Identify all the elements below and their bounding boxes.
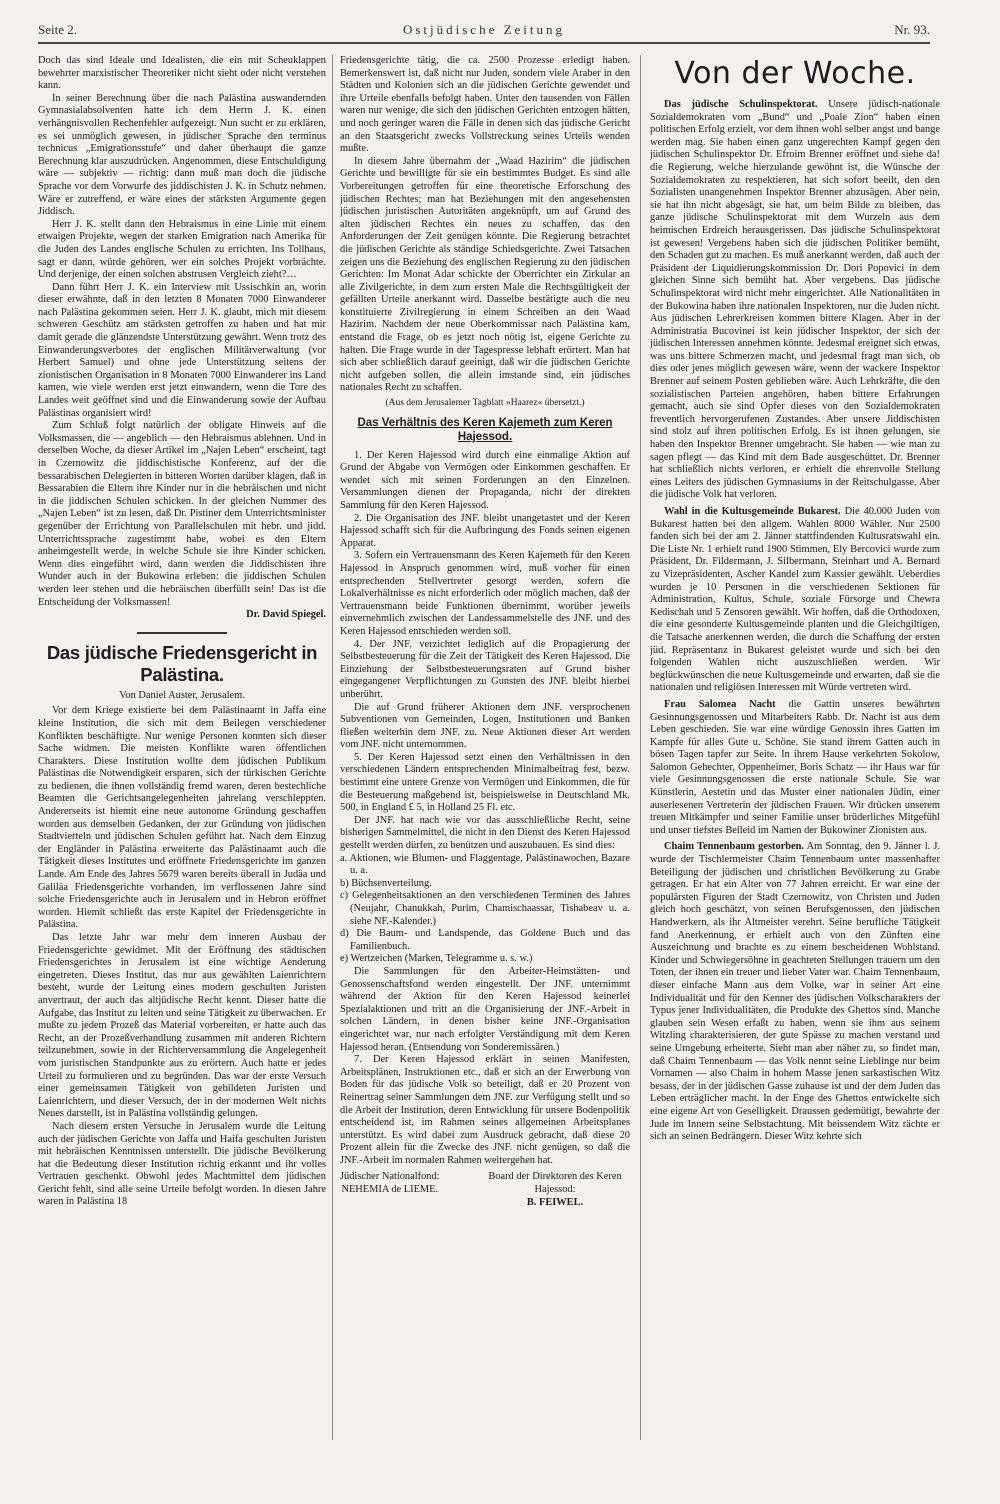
column-3 (650, 55, 940, 1450)
column-divider (640, 55, 641, 1440)
list-item: 7. Der Keren Hajessod erklärt in seinen Manifesten, Arbeitsplänen, Instruktionen etc., daß er sich an der Erwerbung von Boden für das jüdische Volk so beteiligt, daß er 20 Prozent von Reinertrag seiner Sammlungen dem JNF. zur Verfügung stellt und so die Arbeit der Institution, deren Entwicklung für unsere Bodenpolitik entscheidend ist, im Rahmen seines allgemeinen Arbeitsplanes unterstützt. Es wird dabei zum Ausdruck gebracht, daß diese 20 Prozent allein für die Zwecke des JNF. nicht genügen, so daß die JNF.-Arbeit im normalen Rahmen weitergehen hat. (340, 1054, 630, 1166)
paragraph: Dann führt Herr J. K. ein Interview mit Ussischkin an, worin dieser erwähnte, daß in den letzten 8 Monaten 7000 Einwanderer nach Palästina gekommen seien. Herr J. K. glaubt, mich mit diesem schweren Geschütz am stärksten getroffen zu haben und hat mir damit gerade die glänzendste Unterstützung gewährt. Wenn trotz des Einwanderungsverbotes der englischen Militärverwaltung (vor Herbert Samuel) und ohne jede Unterstützung seitens der zionistischen Organisation in 8 Monaten 7000 Einwanderer ins Land kamen, wie viele werden erst jetzt einwandern, wenn die Tore des Landes weit geöffnet sind und die Einwanderung sowie der Aufbau Palästinas organisiert wird! (38, 281, 326, 419)
paragraph: Zum Schluß folgt natürlich der obligate Hinweis auf die Volksmassen, die — angeblich — den Hebraismus ablehnen. Und in derselben Woche, da dieser Artikel im „Najen Leben“ erscheint, tagt in Czernowitz die jiddischistische Konferenz, auf der die bessarabischen Delegierten in bitteren Worten darüber klagen, daß in Bessarabien die Eltern ihre Kinder nur in die hebräischen und nicht in die jiddischen Schulen schicken. In der gleichen Nummer des „Najen Leben“ ist zu lesen, daß Dr. Pistiner dem Unterrichtsminister gegenüber der Errichtung von Parallelschulen mit hebr. und jidd. Unterrichtssprache zugestimmt habe, wobei es den Eltern anheimgestellt werde, in welche Schule sie ihre Kinder schicken. Wenn dies eingeführt wird, dann werden die Jiddischisten ihre Wunder auch in der Bukowina erleben: die jiddischen Schulen werden leer stehen und die hebräischen überfüllt sein! Das ist die Entscheidung der Volksmassen! (38, 420, 326, 608)
list-item: 3. Sofern ein Vertrauensmann des Keren Kajemeth für den Keren Hajessod in Anspruch genommen wird, muß vorher für einen entsprechenden Stellvertreter gesorgt werden, sofern die Lokalverhältnisse es nicht erforderlich oder möglich machen, daß der Vertrauensmann beide Funktionen übernimmt, worüber jeweils einvernehmlich zwischen der Landessammelstelle des JNF. und des Keren Hajessod entschieden werden soll. (340, 550, 630, 637)
paragraph: Doch das sind Ideale und Idealisten, die ein mit Scheuklappen bewehrter marxistischer Theoretiker nicht sieht oder nicht verstehen kann. (38, 55, 326, 92)
paragraph: In diesem Jahre übernahm der „Waad Hazirim“ die jüdischen Gerichte und bewilligte für sie ein bestimmtes Budget. Es sind alle Vorbereitungen getroffen für eine theoretische Erforschung des jüdischen Rechtes; man hat Beziehungen mit den angesehensten jüdischen juristischen Autoritäten angeknüpft, um auf Grund des alten jüdischen Rechtes ein neues zu schaffen, das den Anforderungen der Zeit genügen könnte. Die Regierung betrachtet die jüdischen Gerichte als ständige Schiedsgerichte. Zwei Tatsachen zeigen uns die Beziehung des englischen Regierung zu den jüdischen Gerichten: Im Monat Adar schickte der Oberrichter ein Zirkular an alle Zivilgerichte, in dem zum ersten Male die Rechtsgültigkeit der gefällten Urteile anerkannt wird. Dasselbe bestätigte auch die neu konstituierte Zivilregierung in einem Schreiben an den Waad Hazirim. Nachdem der neue Oberkommissar nach Palästina kam, entstand die Frage, ob es jetzt noch nötig ist, eigene Gerichte zu halten. Die Frage wurde in der Tagespresse lebhaft erörtert. Man hat sich aber schließlich darauf geeinigt, daß wir die jüdischen Gerichte nicht aufgeben sollen, die allein imstande sind, ein jüdisches nationales Recht zu schaffen. (340, 155, 630, 394)
paragraph: Herr J. K. stellt dann den Hebraismus in eine Linie mit einem etwaigen Projekte, wegen der starken Emigration nach Amerika für die Juden des Landes englische Schulen zu errichten. Ins Tollhaus, sagt er dann, würde gehören, wer ein solches Projekt vorbrächte. Und derjenige, der einen solchen abstrusen Vergleich zieht?… (38, 218, 326, 281)
item-heading: Chaim Tennenbaum gestorben. (664, 841, 805, 853)
section-title: Von der Woche. (674, 56, 916, 91)
paragraph: Die 40.000 Juden von Bukarest hatten bei den allgem. Wahlen 8000 Wähler. Nur 2500 fanden sich bei der am 2. Jänner stattfindenden Kultusratswahl ein. Die Liste Nr. 1 erhielt rund 1900 Stimmen, Ely Bercovici wurde zum Präsident, Dr. Fildermann, J. Silbermann, Steinhart und A. Bernard zu Vizepräsidenten, Ascher Kandel zum Kassier gewählt. Ueberdies wurden je 10 Personen in die verschiedenen Sektionen für Administration, Kultus, Schule, soziale Fürsorge und Chewra Kedischah und 5 Zensoren gewählt. Wir hoffen, daß die Orthodoxen, die eine gesonderte Kultusgemeinde planten und die Gleichgiltigen, die Tatsache anerkennen werden, die durch die Schaffung der ersten jüd. Repräsentanz in Bukarest geleistet wurde und sich bei den folgenden Wahlen nicht auszuschließen werden. Wir beglückwünschen die neue Kultusgemeinde und erwarten, daß sie die nationalen und religiösen Interessen mit Würde vertreten wird. (650, 506, 940, 694)
paragraph: Unsere jüdisch-nationale Sozialdemokraten vom „Bund“ und „Poale Zion“ haben einen politischen Erfolg erzielt, vor dem ihnen wohl selber angst und bange werden mag. Sie haben einen ganz ungerechten Kampf gegen den jüdischen Schulinspektor Dr. Efroim Brenner eröffnet und siehe da! die Regierung, welche hierzulande gewöhnt ist, die Wünsche der Sozialdemokraten zu respektieren, hat sich sofort beeilt, den den Sozialisten unangenehmen Inspektor Brenner abzusägen. Aber nein, sie hat ihn nicht abgesägt, sie hat, um beim Bilde zu bleiben, das ganze jüdische Schulinspektorat mit dem Wurzeln aus dem heimischen Erdreich herausgerissen. Das jüdische Schulinspektorat ist gewesen! Vergebens haben sich die jüdischen Politiker bemüht, den Schaden gut zu machen. Es muß anerkannt werden, daß auch der Präsident der Liquidierungskommission Dr. Dori Popovici in dem gleichen Sinne sich bemüht hat. Aber vergebens. Das jüdische Schulinspektorat wird nicht mehr eingerichtet. Alle Nationalitäten in der Bukowina haben ihre nationalen Inspektoren, nur die Juden nicht. Aus jüdischen Lehrerkreisen kommen bittere Klagen. Aber in der Administratia Bucovinei ist kein jüdischer Inspektor, der sich der jüdischen Interessen annehmen könnte. Jedesmal ereignet sich etwas, was uns bittere Schmerzen macht, und jedesmal fragt man sich, ob dies oder jenes möglich gewesen wäre, wenn der wackere Inspektor Brenner auf seinem Posten geblieben wäre. Auch Lehrkräfte, die den sozialistischen Parteien angehören, haben bittere Erfahrungen gemacht, auch sie sind Opfer dieses von den Sozialdemokraten freventlich hervorgerufenen Zustandes. Aber unsere Jiddischisten sind stolz auf ihren politischen Erfolg. Es ist ihnen gelungen, sie haben den Inspektor Brenner umgebracht. Sie haben — wie man zu sagen pflegt — das Kind mit dem Bade ausgeschüttet. Dr. Brenner hat schließlich nichts verloren, er erhielt die ehrenvolle Stellung eines Leiters des jüdischen Gymnasiums in der Reitschulgasse. Aber die jüdische Volk hat verloren. (650, 99, 940, 501)
signatures (340, 1171, 630, 1209)
item-heading: Das jüdische Schulinspektorat. (664, 99, 818, 110)
sub-list-item: a. Aktionen, wie Blumen- und Flaggentage, Palästinawochen, Bazare u. a. (340, 852, 630, 877)
paragraph: Die auf Grund früherer Aktionen dem JNF. versprochenen Subventionen von Gemeinden, Logen, Institutionen und Banken fließen weiterhin dem JNF. zu. Neue Aktionen dieser Art werden vom JNF. nicht unternommen. (340, 701, 630, 751)
signature-title: Board der Direktoren des Keren Hajessod: (488, 1171, 622, 1196)
signature-name: NEHEMIA de LIEME. (341, 1184, 439, 1196)
sub-list-item: c) Gelegenheitsaktionen an den verschiedenen Terminen des Jahres (Neujahr, Chanukkah, Purim, Chamischaassar, Tishabeav u. a. siehe NF.-Kalender.) (340, 890, 630, 927)
paragraph: Das letzte Jahr war mehr dem inneren Ausbau der Friedensgerichte gewidmet. Mit der Eröffnung des städtischen Friedensgerichtes in Jerusalem ist eine wichtige Aenderung eingetreten. Dieses Institut, das nur aus gewählten Laienrichtern besteht, wurde der Leitung eines modern geschulten Juristen anvertraut, der auch das altjüdische Recht kennt. Dieser hatte die Aufgabe, das Institut zu leiten und seine Tätigkeit zu überwachen. Er mußte zu jedem Prozeß das Material vorbereiten, er hatte auch das Recht, an der Prozeßverhandlung zusammen mit anderen Richtern teilzunehmen, sowie in der Richterversammlung die Angelegenheit vom juristischen Standpunkte aus zu erörtern. Auch hatte er jedes Urteil zu formulieren und zu begründen. Das war der erste Versuch einer gemeinsamen Tätigkeit von gebildeten Juristen und Laienrichtern, und dieser Versuch, der in der modernen Welt nichts Neues darstellt, ist in Palästina vollständig gelungen. (38, 932, 326, 1120)
issue-number: Nr. 93. (894, 22, 930, 37)
article-headline: Das Verhältnis des Keren Kajemeth zum Keren Hajessod. (357, 416, 613, 443)
column-2 (340, 55, 630, 1450)
sub-list-item: d) Die Baum- und Landspende, das Goldene Buch und das Familienbuch. (340, 928, 630, 952)
paragraph: In seiner Berechnung über die nach Palästina auswandernden Gymnasialabsolventen hatte ich dem Herrn J. K. einen verhängnisvollen Rechenfehler aufgezeigt. Nun sucht er zu erklären, es sei unmöglich gewesen, in jüdischer Sprache den terminus technicus „Emigrationsstufe“ und daher überhaupt die ganze Berechnung klar auszudrücken. Angenommen, diese Entschuldigung wäre — subjektiv — richtig: dann muß man doch die jüdische Sprache vor dem Vorwurfe des jiddischisten J. K. in Schutz nehmen. Wäre er zutreffend, er wäre eines der stärksten Argumente gegen Jiddisch. (38, 92, 326, 218)
sub-list-item: e) Wertzeichen (Marken, Telegramme u. s. w.) (340, 953, 533, 965)
paragraph: Vor dem Kriege existierte bei dem Palästinaamt in Jaffa eine kleine Institution, die sich mit dem Beilegen verschiedener Konflikten beschäftigte. Nur wenige Personen konnten sich dieser Sache widmen. Die meisten Konflikte waren öffentlichen Charakters. Diese Institution wollte dem jüdischen Publikum Palästinas die Notwendigkeit ersparen, sich der türkischen Gerichte zu bedienen, die ihnen vollständig fremd waren, deren bestechliche Beamten die Gerichtsangelegenheiten jahrelang verschleppten. Andererseits ist hiemit eine neue autonome Gründung geschaffen worden aus demselben Gedanken, der zur Gründung von jüdischen Stadtvierteln und jüdischen Schulen geführt hat. Nach dem Einzug der Engländer in Palästina erweiterte das Palästinaamt auch die Tätigkeit dieses Institutes und eröffnete Friedensgerichte im ganzen Lande. Am Ende des Jahres 5679 waren bereits überall in Judäa und Galiläa Friedensgerichte vorhanden, im verflossenen Jahre sind solche Friedensgerichte auch in Jerusalem und in Hebron eröffnet worden. Hiemit schließt das erste Kapitel der Friedensgerichte in Palästina. (38, 705, 326, 931)
newspaper-title: Ostjüdische Zeitung (402, 22, 566, 37)
list-item: 5. Der Keren Hajessod setzt einen den Verhältnissen in den verschiedenen Ländern entsprechenden Minimalbeitrag fest, bezw. bestimmt eine untere Grenze von Vermögen und Einkommen, die für die Besteuerung maßgebend ist, beispielsweise in Deutschland Mk. 500, in England £ 5, in Holland 25 Fl. etc. (340, 751, 630, 814)
item-heading: Frau Salomea Nacht (664, 698, 776, 710)
column-divider (332, 55, 333, 1440)
page-header (38, 22, 930, 40)
item-heading: Wahl in die Kultusgemeinde Bukarest. (664, 506, 841, 517)
list-item: 1. Der Keren Hajessod wird durch eine einmalige Aktion auf Grund der Abgabe von Vermögen oder Einkommen geschaffen. Er wendet sich mit seinen Forderungen an den Einzelnen. Versammlungen dienen der Propaganda, nicht der direkten Sammlung für den Keren Hajessod. (340, 449, 630, 511)
list-item: 4. Der JNF. verzichtet lediglich auf die Propagierung der Selbstbesteuerung für die Zeit der Tätigkeit des Keren Hajessod. Die Einziehung der Selbstbesteuerungsraten auf Grund bisher eingegangener Verpflichtungen zu Gunsten des JNF. bleibt hierbei unberührt. (340, 638, 630, 700)
column-1 (38, 55, 326, 1450)
sub-list-item: b) Büchsenverteilung. (340, 877, 432, 889)
signature-left (340, 1171, 440, 1209)
signature-name: B. FEIWEL. (526, 1196, 584, 1208)
paragraph: Nach diesem ersten Versuche in Jerusalem wurde die Leitung auch der jüdischen Gerichte von Jaffa und Haifa geschulten Juristen mit hebräischen Kenntnissen unterstellt. Die jüdische Bevölkerung hat die Bedeutung dieser Institution richtig erkannt und ihr volles Vertrauen geschenkt. Obwohl jedes Machtmittel dem jüdischen Gericht fehlt, sind alle seine Urteile befolgt worden. In diesen Jahre waren in Palästina 18 (38, 1120, 326, 1208)
paragraph: Der JNF. hat nach wie vor das ausschließliche Recht, seine bisherigen Sammelmittel, die nicht in den Dienst des Keren Hajessod gestellt werden dürfen, zu benützen und auszubauen. Es sind dies: (340, 814, 630, 852)
article-headline: Das jüdische Friedensgericht in Palästina. (46, 641, 318, 685)
header-rule (38, 42, 930, 44)
paragraph: Am Sonntag, den 9. Jänner l. J. wurde der Tischlermeister Chaim Tennenbaum unter massenhafter Beteiligung der jüdischen und christlichen Bevölkerung zu Grabe getragen. Er hat ein Alter von 77 Jahren erreicht. Er war eine der populärsten Figuren der Stadt Czernowitz, von Christen und Juden gleich hoch geschätzt, von seinen Berufsgenossen, den jüdischen Handwerkern, als ihr Altmeister verehrt. Seine berufliche Tätigkeit fand Anerkennung, er erhielt auch von den Zünften eine Auszeichnung und brachte es zu einem bescheidenen Wohlstand. Kinder und Schwiegersöhne in geachteten Stellungen trauern um den Toten, der ihnen ein treuer und lieber Vater war. Chaim Tennenbaum, dieser einfache Mann aus dem Volke, war in seiner Art eine Individualität und für den Kenner des jüdischen Volkscharakters der Typus jener Individualitäten, die Produkte des Ghettos sind. Manche glauben sein Wesen erfaßt zu haben, wenn sie ihm aus seinem Witzling charakterisieren, der gute Spässe zu machen verstand und seine Umgebung erheiterte. Sieht man aber näher zu, so findet man, daß Chaim Tennenbaum — das Volk nennt seine Lieblinge nur beim Vornamen — also Chaim in hohem Masse jenen sarkastischen Witz besass, der in der jüdischen Gasse zuhause ist und der dem Juden das Leben erträglicher macht. In der Enge des Ghettos entwickelte sich eine eigene Art von Geselligkeit. Draussen gedemütigt, bewahrte der Jude im Innern seine Selbstachtung. Mit beissendem Witz rächte er sich an seinen Bedrängern. Dieser Witz kehrte sich (650, 841, 940, 1143)
signature-right (480, 1171, 630, 1209)
page-number: Seite 2. (38, 22, 77, 37)
paragraph: Friedensgerichte tätig, die ca. 2500 Prozesse erledigt haben. Bemerkenswert ist, daß nicht nur Juden, sondern viele Araber in den Städten und Kolonien sich an die jüdischen Gerichte gewendet und ihre Urteile ebenfalls befolgt haben. Unter den tausenden von Fällen waren nur wenige, die sich den jüdischen Gerichten entzogen hätten, und noch geringer waren die Fälle in denen sich das jüdische Gericht an den Staatsgericht zwecks Vollstreckung seines Urteils wenden mußte. (340, 55, 630, 155)
signature-title: Jüdischer Nationalfond: (340, 1171, 440, 1183)
article-byline: Von Daniel Auster, Jerusalem. (119, 689, 245, 701)
paragraph: Die Sammlungen für den Arbeiter-Heimstätten- und Genossenschaftsfond werden eingestellt. Der JNF. unternimmt während der Aktion für den Keren Hajessod keinerlei Spezialaktionen und tritt an die Organisierung der JNF.-Arbeit in solchen Ländern, in denen bisher keine JNF.-Organisation eingerichtet war, nur nach erfolgter Verständigung mit dem Keren Hajessod heran. (Entsendung von Sonderemissären.) (340, 965, 630, 1053)
author-signature: Dr. David Spiegel. (246, 609, 326, 621)
article-divider (137, 632, 227, 634)
paragraph: die Gattin unseres bewährten Gesinnungsgenossen und Mitarbeiters Rabb. Dr. Nacht ist aus dem Leben geschieden. Sie war eine würdige Genossin ihres Gatten im Kampfe für alles Gute u. Schöne. Sie stand ihrem Gatten auch in bösen Tagen tapfer zur Seite. In ihrem Hause verkehrten Sokolow, Salomon Gehechter, Oppenheimer, Boris Schatz — ihr Haus war für viele Gesinnungsgenossen die erste nationale Schule. Sie war Künstlerin, Aestetin und das Muster einer nationalen Jüdin, einer auserlesenen Vertreterin der jüdischen Frauen. Wir drücken unserem treuen Mitkämpfer und seiner Familie unser brüderliches Mitgefühl und unser tiefstes Beileid im Namen der Bukowiner Zionisten aus. (650, 698, 940, 836)
list-item: 2. Die Organisation des JNF. bleibt unangetastet und der Keren Hajessod schafft sich für die Aufbringung des Fonds seinen eigenen Apparat. (340, 512, 630, 549)
article-source: (Aus dem Jerusalemer Tagblatt »Haarez« übersetzt.) (385, 398, 585, 409)
